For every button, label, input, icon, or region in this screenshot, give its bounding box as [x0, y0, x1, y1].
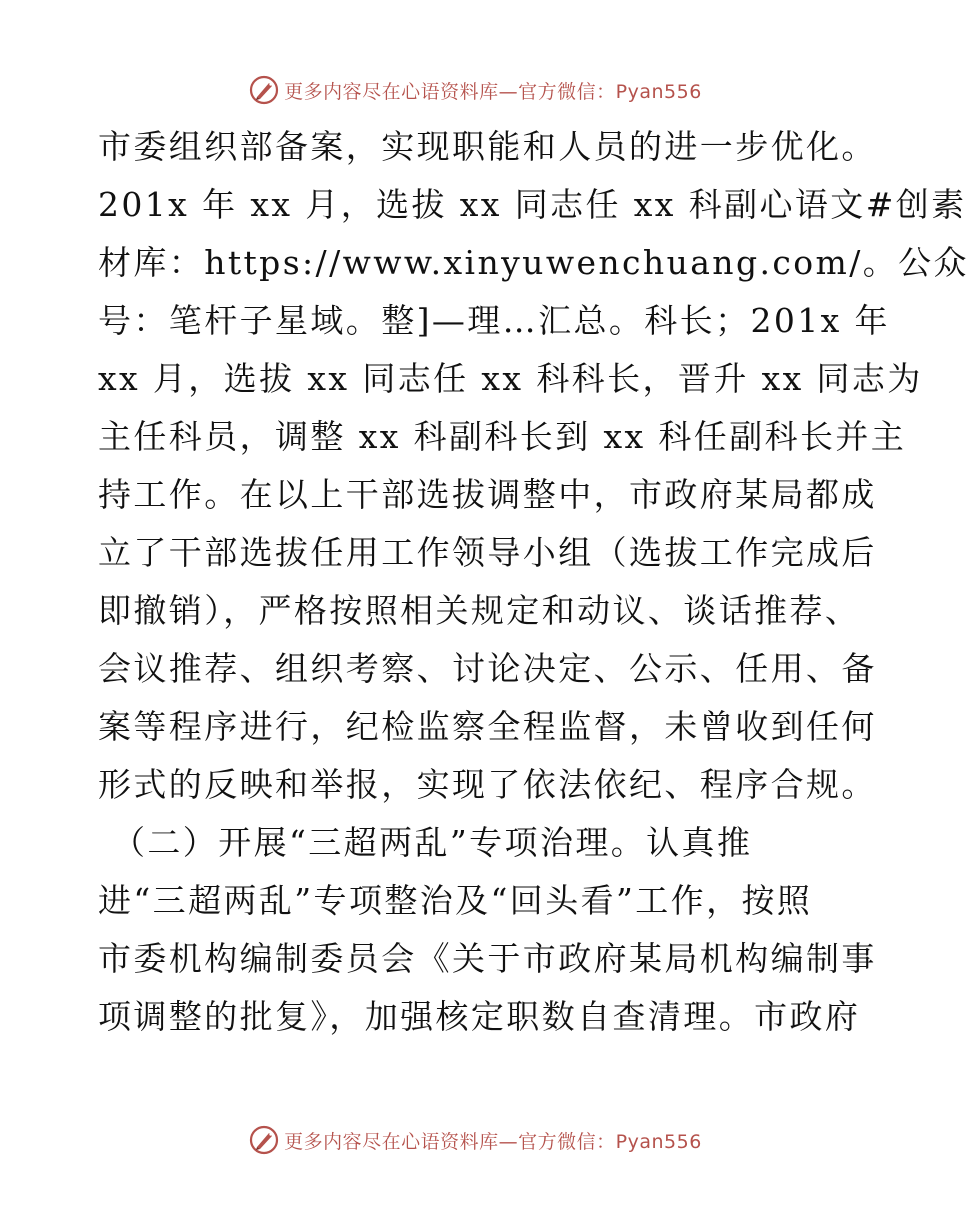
body-line: 即撤销），严格按照相关规定和动议、谈话推荐、: [98, 591, 861, 630]
body-line: 主任科员，调整 xx 科副科长到 xx 科任副科长并主: [98, 417, 907, 456]
body-line: 形式的反映和举报，实现了依法依纪、程序合规。: [98, 765, 877, 804]
header-watermark-banner: [0, 72, 950, 108]
body-line: 市委组织部备案，实现职能和人员的进一步优化。: [98, 127, 877, 166]
body-line: 市委机构编制委员会《关于市政府某局机构编制事: [98, 939, 877, 978]
footer-banner-text: 更多内容尽在心语资料库—官方微信：Pyan556: [284, 1130, 702, 1153]
footer-watermark-banner: [0, 1122, 950, 1158]
body-line: 项调整的批复》，加强核定职数自查清理。市政府: [98, 997, 861, 1036]
body-line: 材库：https://www.xinyuwenchuang.com/。公众: [98, 243, 969, 282]
pen-logo-icon: [248, 1124, 280, 1156]
body-line: 案等程序进行，纪检监察全程监督，未曾收到任何: [98, 707, 877, 746]
body-line: 201x 年 xx 月，选拔 xx 同志任 xx 科副心语文#创素: [98, 185, 967, 224]
body-line: 号：笔杆子星域。整]—理…汇总。科长；201x 年: [98, 301, 890, 340]
body-line: 进“三超两乱”专项整治及“回头看”工作，按照: [98, 881, 813, 920]
pen-logo-icon: [248, 74, 280, 106]
header-banner-text: 更多内容尽在心语资料库—官方微信：Pyan556: [284, 80, 702, 103]
body-line: 会议推荐、组织考察、讨论决定、公示、任用、备: [98, 649, 877, 688]
document-body: [98, 118, 969, 1046]
body-line: 立了干部选拔任用工作领导小组（选拔工作完成后: [98, 533, 877, 572]
body-line: 持工作。在以上干部选拔调整中，市政府某局都成: [98, 475, 877, 514]
section-heading: （二）开展“三超两乱”专项治理。认真推: [112, 823, 753, 862]
body-line: xx 月，选拔 xx 同志任 xx 科科长，晋升 xx 同志为: [98, 359, 923, 398]
